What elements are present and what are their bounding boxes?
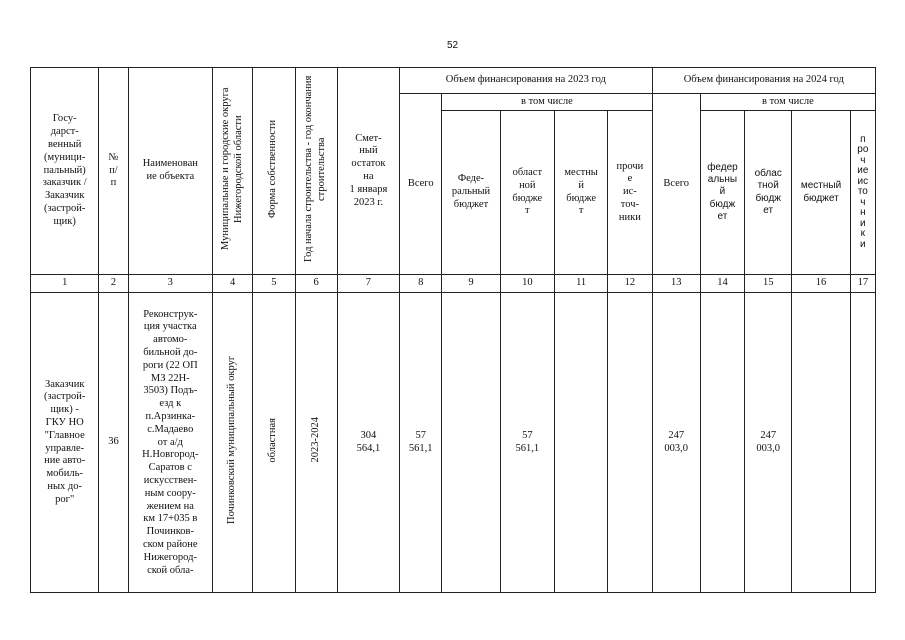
- header-total-2023: Всего: [400, 94, 442, 275]
- col-number: 13: [652, 275, 700, 293]
- header-other-2023: прочи е ис- точ- ники: [608, 111, 652, 275]
- col-number: 9: [442, 275, 500, 293]
- col-number: 10: [500, 275, 554, 293]
- row-years: 2023-2024: [295, 293, 337, 593]
- header-other-2024: п ро ч ие ис то ч н и к и: [850, 111, 875, 275]
- header-local-2023: местны й бюдже т: [554, 111, 607, 275]
- row-federal-2023: [442, 293, 500, 593]
- col-number: 7: [337, 275, 399, 293]
- row-ownership: областная: [253, 293, 295, 593]
- col-number: 17: [850, 275, 875, 293]
- header-customer: Госу- дарст- венный (муници- пальный) заказчик / Заказчик (застрой- щик): [31, 68, 99, 275]
- header-federal-2023: Феде- ральный бюджет: [442, 111, 500, 275]
- col-number: 6: [295, 275, 337, 293]
- header-local-2024: местный бюджет: [792, 111, 850, 275]
- row-regional-2023: 57 561,1: [500, 293, 554, 593]
- header-remaining: Смет- ный остаток на 1 января 2023 г.: [337, 68, 399, 275]
- financing-table: [30, 67, 876, 593]
- header-incl-2023: в том числе: [442, 94, 652, 111]
- col-number: 15: [745, 275, 792, 293]
- col-number: 8: [400, 275, 442, 293]
- row-other-2024: [850, 293, 875, 593]
- col-number: 3: [128, 275, 212, 293]
- col-number: 5: [253, 275, 295, 293]
- col-number: 16: [792, 275, 850, 293]
- col-number: 4: [213, 275, 253, 293]
- row-customer: Заказчик (застрой- щик) - ГКУ НО "Главное управле- ние авто- мобиль- ных до- рог": [31, 293, 99, 593]
- page-number: 52: [446, 40, 459, 51]
- header-ownership: Форма собственности: [253, 68, 295, 275]
- header-fin-2023: Объем финансирования на 2023 год: [400, 68, 652, 94]
- row-federal-2024: [700, 293, 744, 593]
- column-numbers-row: [31, 275, 876, 293]
- header-municipality: Муниципальные и городские округа Нижегородской области: [213, 68, 253, 275]
- row-number: 36: [99, 293, 128, 593]
- header-incl-2024: в том числе: [700, 94, 875, 111]
- header-total-2024: Всего: [652, 94, 700, 275]
- header-federal-2024: федер альны й бюдж ет: [700, 111, 744, 275]
- header-years: Год начала строительства - год окончания строительства: [295, 68, 337, 275]
- header-object-name: Наименован ие объекта: [128, 68, 212, 275]
- row-total-2024: 247 003,0: [652, 293, 700, 593]
- row-object-name: Реконструк- ция участка автомо- бильной до- роги (22 ОП МЗ 22Н- 3503) Подъ- езд к п.Арзинка- с.Мадаево от а/д Н.Новгород- Саратов с искусствен- ным соору- жением на км 17+035 в Починков- ском районе Нижегород- ской обла-: [128, 293, 212, 593]
- row-total-2023: 57 561,1: [400, 293, 442, 593]
- header-regional-2024: облас тной бюдж ет: [745, 111, 792, 275]
- col-number: 14: [700, 275, 744, 293]
- col-number: 2: [99, 275, 128, 293]
- row-local-2024: [792, 293, 850, 593]
- header-regional-2023: област ной бюдже т: [500, 111, 554, 275]
- header-number: № п/ п: [99, 68, 128, 275]
- col-number: 11: [554, 275, 607, 293]
- row-municipality: Починковский муниципальный округ: [213, 293, 253, 593]
- table-row: [31, 293, 876, 593]
- row-remaining: 304 564,1: [337, 293, 399, 593]
- row-other-2023: [608, 293, 652, 593]
- row-local-2023: [554, 293, 607, 593]
- header-fin-2024: Объем финансирования на 2024 год: [652, 68, 875, 94]
- col-number: 1: [31, 275, 99, 293]
- col-number: 12: [608, 275, 652, 293]
- row-regional-2024: 247 003,0: [745, 293, 792, 593]
